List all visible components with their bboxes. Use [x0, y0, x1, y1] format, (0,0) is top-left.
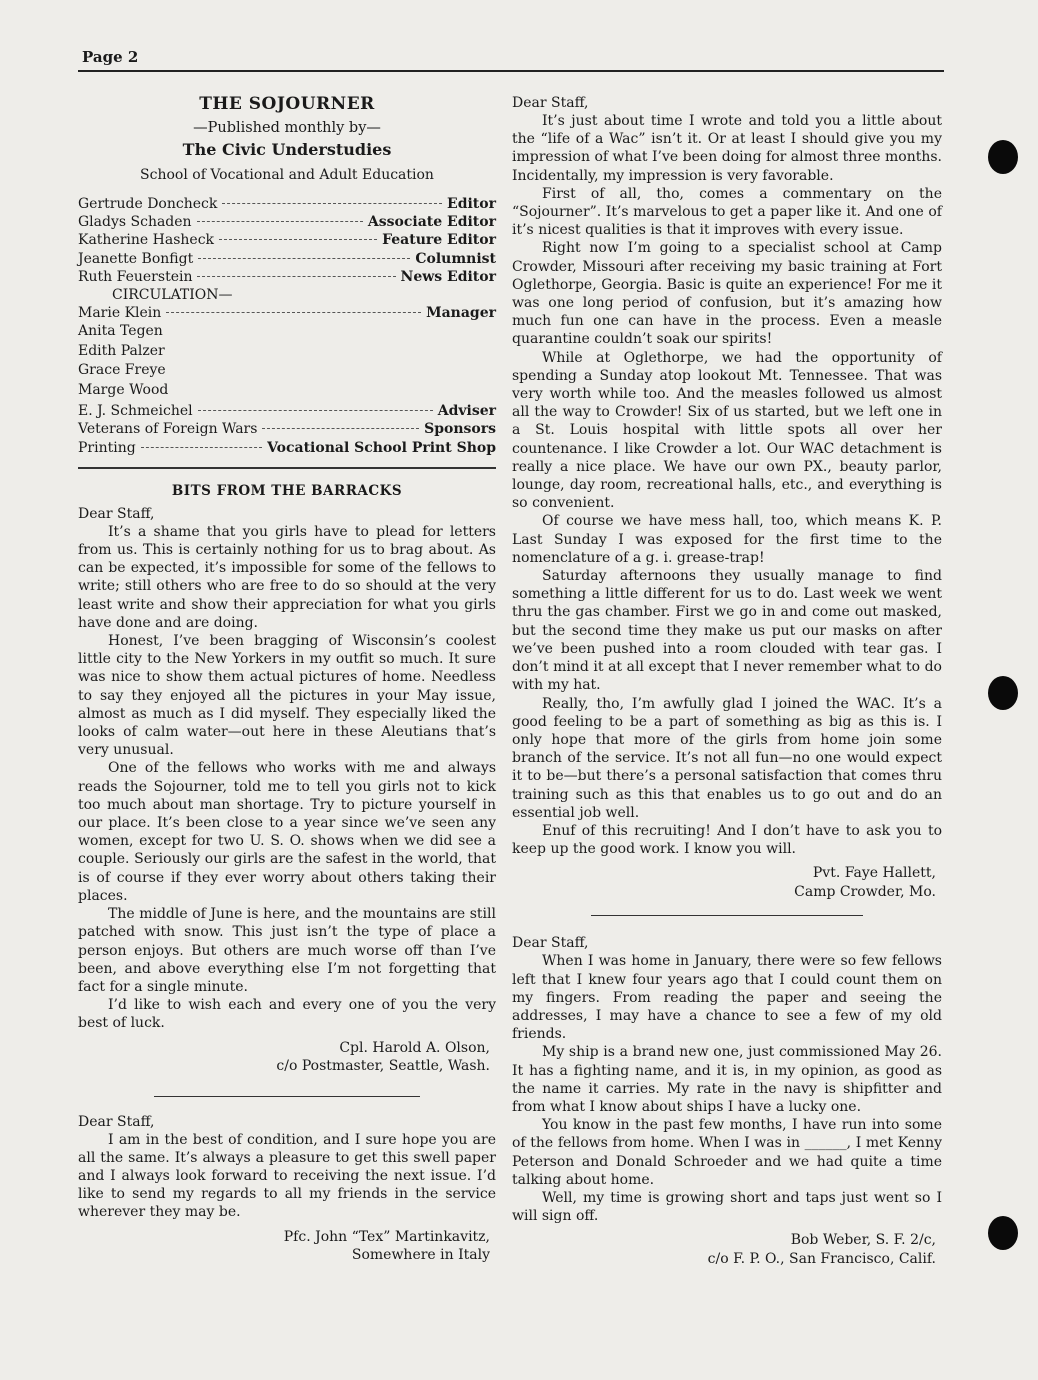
paragraph: I am in the best of condition, and I sure hope you are all the same. It’s always a pleasure to get this swell paper and I always look forward to receiving the next issue. I’d like to send my regards to all my friends in the service wherever they may be. [78, 1131, 496, 1221]
staff-role: Feature Editor [382, 232, 496, 249]
salutation: Dear Staff, [512, 95, 589, 111]
signature-address: Somewhere in Italy [351, 1247, 490, 1264]
staff-role: Adviser [437, 403, 496, 420]
staff-row [78, 304, 496, 322]
page-number: Page 2 [82, 48, 139, 66]
staff-role: Associate Editor [367, 214, 496, 231]
staff-name: Marie Klein [78, 305, 162, 322]
salutation: Dear Staff, [78, 1113, 155, 1130]
paragraph: I’d like to wish each and every one of you the very best of luck. [78, 997, 496, 1032]
punch-hole [988, 676, 1018, 710]
staff-name: Gertrude Doncheck [78, 196, 218, 212]
paragraph: My ship is a brand new one, just commissioned May 26. It has a fighting name, and it is, in my opinion, as good as the name it carries. My rate in the navy is shipfitter and from what I know about ships I have a lucky one. [512, 1044, 942, 1115]
salutation: Dear Staff, [78, 505, 155, 522]
paragraph: Well, my time is growing short and taps just went so I will sign off. [512, 1189, 942, 1225]
salutation: Dear Staff, [512, 935, 589, 952]
staff-role: Sponsors [424, 421, 496, 438]
signature [512, 864, 942, 901]
signature-address: Camp Crowder, Mo. [794, 883, 936, 900]
paragraph: Saturday afternoons they usually manage to find something a little different for us to do. Last week we went thru the gas chamber. First we go in and come out masked, but the second time they make us put our masks on after we’ve been pushed into a room clouded with tear gas. I don’t mind it at all except that I never remember what to do with my hat. [512, 568, 942, 694]
staff-role: Editor [447, 196, 496, 212]
leader-dots [262, 428, 419, 429]
leader-dots [198, 258, 410, 259]
signature-address: c/o F. P. O., San Francisco, Calif. [707, 1250, 936, 1267]
paragraph: It’s a shame that you girls have to plead for letters from us. This is certainly nothing for us to brag about. As can be expected, it’s impossible for some of the fellows to write; still others who are free to do so should at the very least write and show their appreciation for what you girls have done and are doing. [78, 523, 496, 631]
masthead [78, 94, 496, 183]
paragraph: Of course we have mess hall, too, which means K. P. Last Sunday I was exposed for the first time to the nomenclature of a g. i. grease-trap! [512, 513, 942, 566]
staff-name: Gladys Schaden [78, 214, 192, 231]
divider [591, 915, 863, 916]
signature [512, 1231, 942, 1268]
leader-dots [198, 410, 433, 411]
staff-row [78, 402, 496, 420]
staff-name: Katherine Hasheck [78, 232, 215, 249]
signature-name: Cpl. Harold A. Olson, [339, 1039, 490, 1056]
staff-name: E. J. Schmeichel [78, 403, 193, 420]
signature [78, 1228, 496, 1265]
staff-name: Veterans of Foreign Wars [78, 421, 258, 438]
paragraph: You know in the past few months, I have run into some of the fellows from home. When I was in ______, I met Kenny Peterson and Donald Schroeder and we had quite a time talking about home. [512, 1117, 942, 1188]
section-heading: BITS FROM THE BARRACKS [171, 482, 403, 499]
leader-dots [197, 276, 395, 277]
paragraph: The middle of June is here, and the mountains are still patched with snow. This just isn’t the type of place a person enjoys. But others are much worse off than I’ve been, and above everything else I’m not forgetting that fact for a single minute. [78, 906, 496, 995]
circulation-member: Grace Freye [78, 362, 166, 379]
staff-row [78, 231, 496, 249]
staff-role: Manager [426, 305, 496, 322]
divider [154, 1096, 420, 1097]
circulation-heading: CIRCULATION— [112, 287, 233, 304]
circulation-member: Anita Tegen [78, 323, 163, 340]
signature-name: Pfc. John “Tex” Martinkavitz, [283, 1228, 490, 1245]
circulation-member: Edith Palzer [78, 342, 165, 359]
masthead-school: School of Vocational and Adult Education [140, 167, 434, 183]
leader-dots [219, 239, 377, 240]
paragraph: First of all, tho, comes a commentary on the “Sojourner”. It’s marvelous to get a paper like it. And one of it’s nicest qualities is that it improves with every issue. [512, 185, 942, 239]
paragraph: While at Oglethorpe, we had the opportunity of spending a Sunday atop lookout Mt. Tennessee. That was very worth while too. And the measles followed us almost all the way to Crowder! Six of us started, but we left one in a St. Louis hospital with little spots all over her countenance. I like Crowder a lot. Our WAC detachment is really a nice place. We have our own PX., beauty parlor, lounge, day room, recreational halls, etc., and everything is so convenient. [512, 349, 942, 512]
letter-olson [78, 505, 496, 1076]
punch-hole [988, 1216, 1018, 1250]
staff-list [78, 195, 496, 457]
staff-row [78, 439, 496, 457]
letter-weber [512, 934, 942, 1268]
paragraph: Honest, I’ve been bragging of Wisconsin’s coolest little city to the New Yorkers in my outfit so much. It sure was nice to show them actual pictures of home. Needless to say they enjoyed all the pictures in your May issue, almost as much as I did myself. They especially liked the looks of calm water—out here in these Aleutians that’s very unusual. [78, 633, 496, 759]
staff-row [78, 195, 496, 213]
signature-name: Bob Weber, S. F. 2/c, [790, 1232, 936, 1249]
staff-row [78, 250, 496, 268]
circulation-member: Marge Wood [78, 381, 169, 398]
leader-dots [141, 447, 262, 448]
leader-dots [197, 221, 363, 222]
punch-hole [988, 140, 1018, 174]
paragraph: Right now I’m going to a specialist school at Camp Crowder, Missouri after receiving my basic training at Fort Oglethorpe, Georgia. Basic is quite an experience! For me it was one long period of confusion, but it’s amazing how much fun one can have in the process. Even a measle quarantine couldn’t soak our spirits! [512, 240, 942, 348]
paragraph: Really, tho, I’m awfully glad I joined the WAC. It’s a good feeling to be a part of something as big as this is. I only hope that more of the girls from home join some branch of the service. It’s not all fun—no one would expect it to be—but there’s a personal satisfaction that comes thru training such as this that enables us to go out and do an essential job well. [512, 695, 942, 821]
masthead-title: THE SOJOURNER [199, 94, 375, 114]
signature [78, 1039, 496, 1076]
top-rule [78, 70, 944, 72]
masthead-org: The Civic Understudies [182, 140, 392, 159]
staff-name: Printing [78, 439, 136, 456]
leader-dots [166, 312, 421, 313]
masthead-published: —Published monthly by— [193, 120, 381, 136]
paragraph: It’s just about time I wrote and told you a little about the “life of a Wac” isn’t it. Or at least I should give you my impression of what I’ve been doing for almost three months. Incidentally, my impression is very favorable. [512, 113, 942, 184]
staff-role: News Editor [400, 268, 496, 285]
staff-name: Jeanette Bonfigt [78, 250, 194, 267]
signature-name: Pvt. Faye Hallett, [812, 865, 936, 882]
letter-martinkavitz [78, 1113, 496, 1265]
paragraph: When I was home in January, there were so few fellows left that I knew four years ago that I could count them on my fingers. From reading the paper and seeing the addresses, I may have a chance to see a few of my old friends. [512, 953, 942, 1043]
staff-name: Ruth Feuerstein [78, 268, 193, 285]
paragraph: One of the fellows who works with me and always reads the Sojourner, told me to tell you girls not to kick too much about man shortage. Try to picture yourself in our place. It’s been close to a year since we’ve seen any women, except for two U. S. O. shows when we did see a couple. Seriously our girls are the safest in the world, that is of course if they ever worry about others taking their places. [78, 760, 496, 904]
right-column [512, 94, 942, 1268]
signature-address: c/o Postmaster, Seattle, Wash. [276, 1058, 490, 1075]
left-column [78, 94, 496, 1265]
staff-row [78, 268, 496, 286]
staff-row [78, 420, 496, 438]
staff-role: Vocational School Print Shop [267, 439, 496, 456]
letter-hallett [512, 94, 942, 901]
divider [78, 467, 496, 469]
paragraph: Enuf of this recruiting! And I don’t have to ask you to keep up the good work. I know you will. [512, 822, 942, 858]
staff-role: Columnist [415, 250, 496, 267]
staff-row [78, 213, 496, 231]
leader-dots [222, 203, 442, 204]
